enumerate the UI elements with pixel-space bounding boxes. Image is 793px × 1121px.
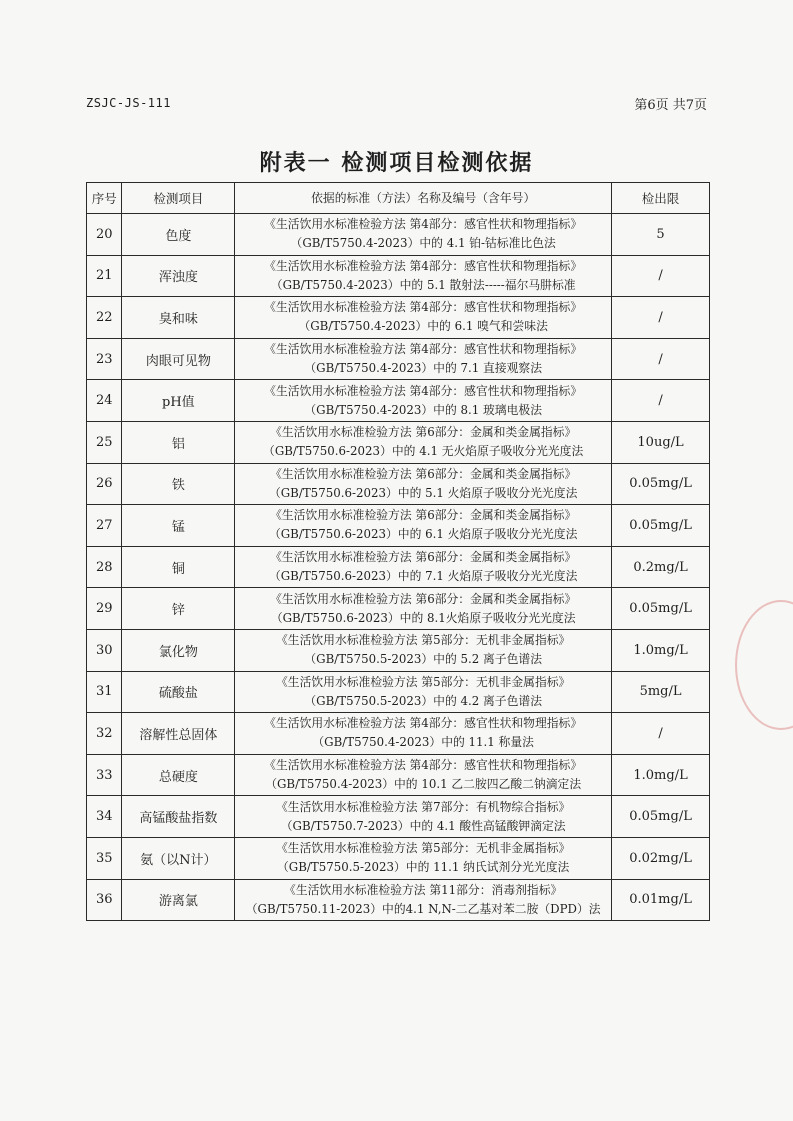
test-item: 游离氯 bbox=[122, 879, 235, 921]
page-title: 附表一 检测项目检测依据 bbox=[259, 150, 534, 176]
standard-name: 《生活饮用水标准检验方法 第6部分：金属和类金属指标》 bbox=[270, 508, 577, 523]
row-number: 35 bbox=[87, 837, 122, 879]
row-number: 23 bbox=[87, 338, 122, 380]
detection-limit: 0.02mg/L bbox=[612, 837, 710, 879]
row-number: 29 bbox=[87, 588, 122, 630]
row-number: 33 bbox=[87, 754, 122, 796]
standard-name: 《生活饮用水标准检验方法 第4部分：感官性状和物理指标》 bbox=[264, 716, 583, 731]
standard-name: 《生活饮用水标准检验方法 第5部分：无机非金属指标》 bbox=[275, 633, 571, 648]
standard-name: 《生活饮用水标准检验方法 第5部分：无机非金属指标》 bbox=[275, 841, 571, 856]
standard-method: （GB/T5750.5-2023）中的 5.2 离子色谱法 bbox=[304, 652, 542, 667]
test-item: 色度 bbox=[122, 214, 235, 256]
standard-basis bbox=[235, 421, 612, 463]
detection-limit: 0.05mg/L bbox=[612, 796, 710, 838]
standard-method: （GB/T5750.4-2023）中的 10.1 乙二胺四乙酸二钠滴定法 bbox=[265, 777, 582, 792]
standard-method: （GB/T5750.6-2023）中的 7.1 火焰原子吸收分光光度法 bbox=[268, 569, 578, 584]
row-number: 28 bbox=[87, 546, 122, 588]
standard-basis bbox=[235, 255, 612, 297]
test-item: 臭和味 bbox=[122, 297, 235, 339]
table-row bbox=[87, 796, 710, 838]
test-item: 总硬度 bbox=[122, 754, 235, 796]
test-item: 锰 bbox=[122, 505, 235, 547]
table-row bbox=[87, 380, 710, 422]
row-number: 21 bbox=[87, 255, 122, 297]
standard-basis bbox=[235, 380, 612, 422]
table-row bbox=[87, 463, 710, 505]
page-number: 第6页 共7页 bbox=[634, 98, 707, 113]
test-item: 氨（以N计） bbox=[122, 837, 235, 879]
table-row bbox=[87, 879, 710, 921]
standard-name: 《生活饮用水标准检验方法 第6部分：金属和类金属指标》 bbox=[270, 591, 577, 606]
detection-limit: / bbox=[612, 713, 710, 755]
standard-name: 《生活饮用水标准检验方法 第5部分：无机非金属指标》 bbox=[275, 674, 571, 689]
test-item: 肉眼可见物 bbox=[122, 338, 235, 380]
test-item: 溶解性总固体 bbox=[122, 713, 235, 755]
row-number: 36 bbox=[87, 879, 122, 921]
row-number: 30 bbox=[87, 629, 122, 671]
standard-method: （GB/T5750.7-2023）中的 4.1 酸性高锰酸钾滴定法 bbox=[280, 818, 566, 833]
standard-basis bbox=[235, 713, 612, 755]
standard-basis bbox=[235, 754, 612, 796]
table-row bbox=[87, 297, 710, 339]
test-item: 铝 bbox=[122, 421, 235, 463]
standard-method: （GB/T5750.4-2023）中的 11.1 称量法 bbox=[312, 735, 534, 750]
table-header-row bbox=[87, 183, 710, 214]
table-row bbox=[87, 837, 710, 879]
test-item: 铜 bbox=[122, 546, 235, 588]
table-row bbox=[87, 588, 710, 630]
row-number: 34 bbox=[87, 796, 122, 838]
test-item: 高锰酸盐指数 bbox=[122, 796, 235, 838]
table-row bbox=[87, 255, 710, 297]
column-header-item: 检测项目 bbox=[122, 183, 235, 214]
standard-method: （GB/T5750.4-2023）中的 8.1 玻璃电极法 bbox=[304, 402, 542, 417]
standard-basis bbox=[235, 879, 612, 921]
standard-name: 《生活饮用水标准检验方法 第4部分：感官性状和物理指标》 bbox=[264, 217, 583, 232]
standard-method: （GB/T5750.5-2023）中的 11.1 纳氏试剂分光光度法 bbox=[276, 860, 570, 875]
official-seal-stamp bbox=[735, 600, 793, 730]
standard-method: （GB/T5750.6-2023）中的 4.1 无火焰原子吸收分光光度法 bbox=[263, 444, 584, 459]
table-row bbox=[87, 505, 710, 547]
standard-method: （GB/T5750.4-2023）中的 6.1 嗅气和尝味法 bbox=[298, 319, 548, 334]
test-item: 硫酸盐 bbox=[122, 671, 235, 713]
standard-basis bbox=[235, 671, 612, 713]
row-number: 20 bbox=[87, 214, 122, 256]
test-basis-table bbox=[86, 182, 710, 921]
standard-method: （GB/T5750.5-2023）中的 4.2 离子色谱法 bbox=[304, 693, 542, 708]
standard-method: （GB/T5750.6-2023）中的 5.1 火焰原子吸收分光光度法 bbox=[268, 485, 578, 500]
standard-basis bbox=[235, 338, 612, 380]
detection-limit: 0.01mg/L bbox=[612, 879, 710, 921]
standard-method: （GB/T5750.4-2023）中的 7.1 直接观察法 bbox=[304, 361, 542, 376]
row-number: 22 bbox=[87, 297, 122, 339]
row-number: 25 bbox=[87, 421, 122, 463]
standard-method: （GB/T5750.6-2023）中的 6.1 火焰原子吸收分光光度法 bbox=[268, 527, 578, 542]
detection-limit: / bbox=[612, 380, 710, 422]
detection-limit: / bbox=[612, 255, 710, 297]
detection-limit: 1.0mg/L bbox=[612, 754, 710, 796]
row-number: 32 bbox=[87, 713, 122, 755]
test-item: 浑浊度 bbox=[122, 255, 235, 297]
test-item: 氯化物 bbox=[122, 629, 235, 671]
standard-name: 《生活饮用水标准检验方法 第6部分：金属和类金属指标》 bbox=[270, 550, 577, 565]
row-number: 27 bbox=[87, 505, 122, 547]
standard-basis bbox=[235, 837, 612, 879]
standard-basis bbox=[235, 505, 612, 547]
column-header-no: 序号 bbox=[87, 183, 122, 214]
column-header-limit: 检出限 bbox=[612, 183, 710, 214]
standard-basis bbox=[235, 463, 612, 505]
test-item: 铁 bbox=[122, 463, 235, 505]
detection-limit: 0.05mg/L bbox=[612, 505, 710, 547]
standard-basis bbox=[235, 629, 612, 671]
table-row bbox=[87, 338, 710, 380]
standard-method: （GB/T5750.11-2023）中的4.1 N,N-二乙基对苯二胺（DPD）法 bbox=[245, 901, 601, 916]
standard-basis bbox=[235, 588, 612, 630]
standard-name: 《生活饮用水标准检验方法 第4部分：感官性状和物理指标》 bbox=[264, 383, 583, 398]
document-code: ZSJC-JS-111 bbox=[86, 96, 171, 110]
detection-limit: 5 bbox=[612, 214, 710, 256]
table-header bbox=[87, 183, 710, 214]
standard-name: 《生活饮用水标准检验方法 第4部分：感官性状和物理指标》 bbox=[264, 342, 583, 357]
row-number: 26 bbox=[87, 463, 122, 505]
standard-name: 《生活饮用水标准检验方法 第7部分：有机物综合指标》 bbox=[275, 799, 571, 814]
standard-name: 《生活饮用水标准检验方法 第6部分：金属和类金属指标》 bbox=[270, 466, 577, 481]
standard-method: （GB/T5750.4-2023）中的 4.1 铂-钴标准比色法 bbox=[290, 236, 556, 251]
standard-method: （GB/T5750.4-2023）中的 5.1 散射法-----福尔马肼标准 bbox=[270, 277, 576, 292]
table-body bbox=[87, 214, 710, 921]
table-row bbox=[87, 671, 710, 713]
standard-name: 《生活饮用水标准检验方法 第11部分：消毒剂指标》 bbox=[284, 882, 563, 897]
table-row bbox=[87, 754, 710, 796]
detection-limit: 0.05mg/L bbox=[612, 463, 710, 505]
detection-limit: 1.0mg/L bbox=[612, 629, 710, 671]
column-header-basis: 依据的标准（方法）名称及编号（含年号） bbox=[235, 183, 612, 214]
standard-name: 《生活饮用水标准检验方法 第4部分：感官性状和物理指标》 bbox=[264, 300, 583, 315]
detection-limit: / bbox=[612, 297, 710, 339]
row-number: 31 bbox=[87, 671, 122, 713]
standard-basis bbox=[235, 546, 612, 588]
detection-limit: 10ug/L bbox=[612, 421, 710, 463]
detection-limit: 0.05mg/L bbox=[612, 588, 710, 630]
detection-limit: / bbox=[612, 338, 710, 380]
standard-name: 《生活饮用水标准检验方法 第4部分：感官性状和物理指标》 bbox=[264, 758, 583, 773]
standard-name: 《生活饮用水标准检验方法 第6部分：金属和类金属指标》 bbox=[270, 425, 577, 440]
detection-limit: 0.2mg/L bbox=[612, 546, 710, 588]
row-number: 24 bbox=[87, 380, 122, 422]
table-row bbox=[87, 629, 710, 671]
table-row bbox=[87, 546, 710, 588]
table-row bbox=[87, 421, 710, 463]
table-row bbox=[87, 214, 710, 256]
test-item: pH值 bbox=[122, 380, 235, 422]
standard-name: 《生活饮用水标准检验方法 第4部分：感官性状和物理指标》 bbox=[264, 258, 583, 273]
standard-method: （GB/T5750.6-2023）中的 8.1火焰原子吸收分光光度法 bbox=[270, 610, 576, 625]
standard-basis bbox=[235, 297, 612, 339]
standard-basis bbox=[235, 214, 612, 256]
table-row bbox=[87, 713, 710, 755]
test-item: 锌 bbox=[122, 588, 235, 630]
standard-basis bbox=[235, 796, 612, 838]
detection-limit: 5mg/L bbox=[612, 671, 710, 713]
